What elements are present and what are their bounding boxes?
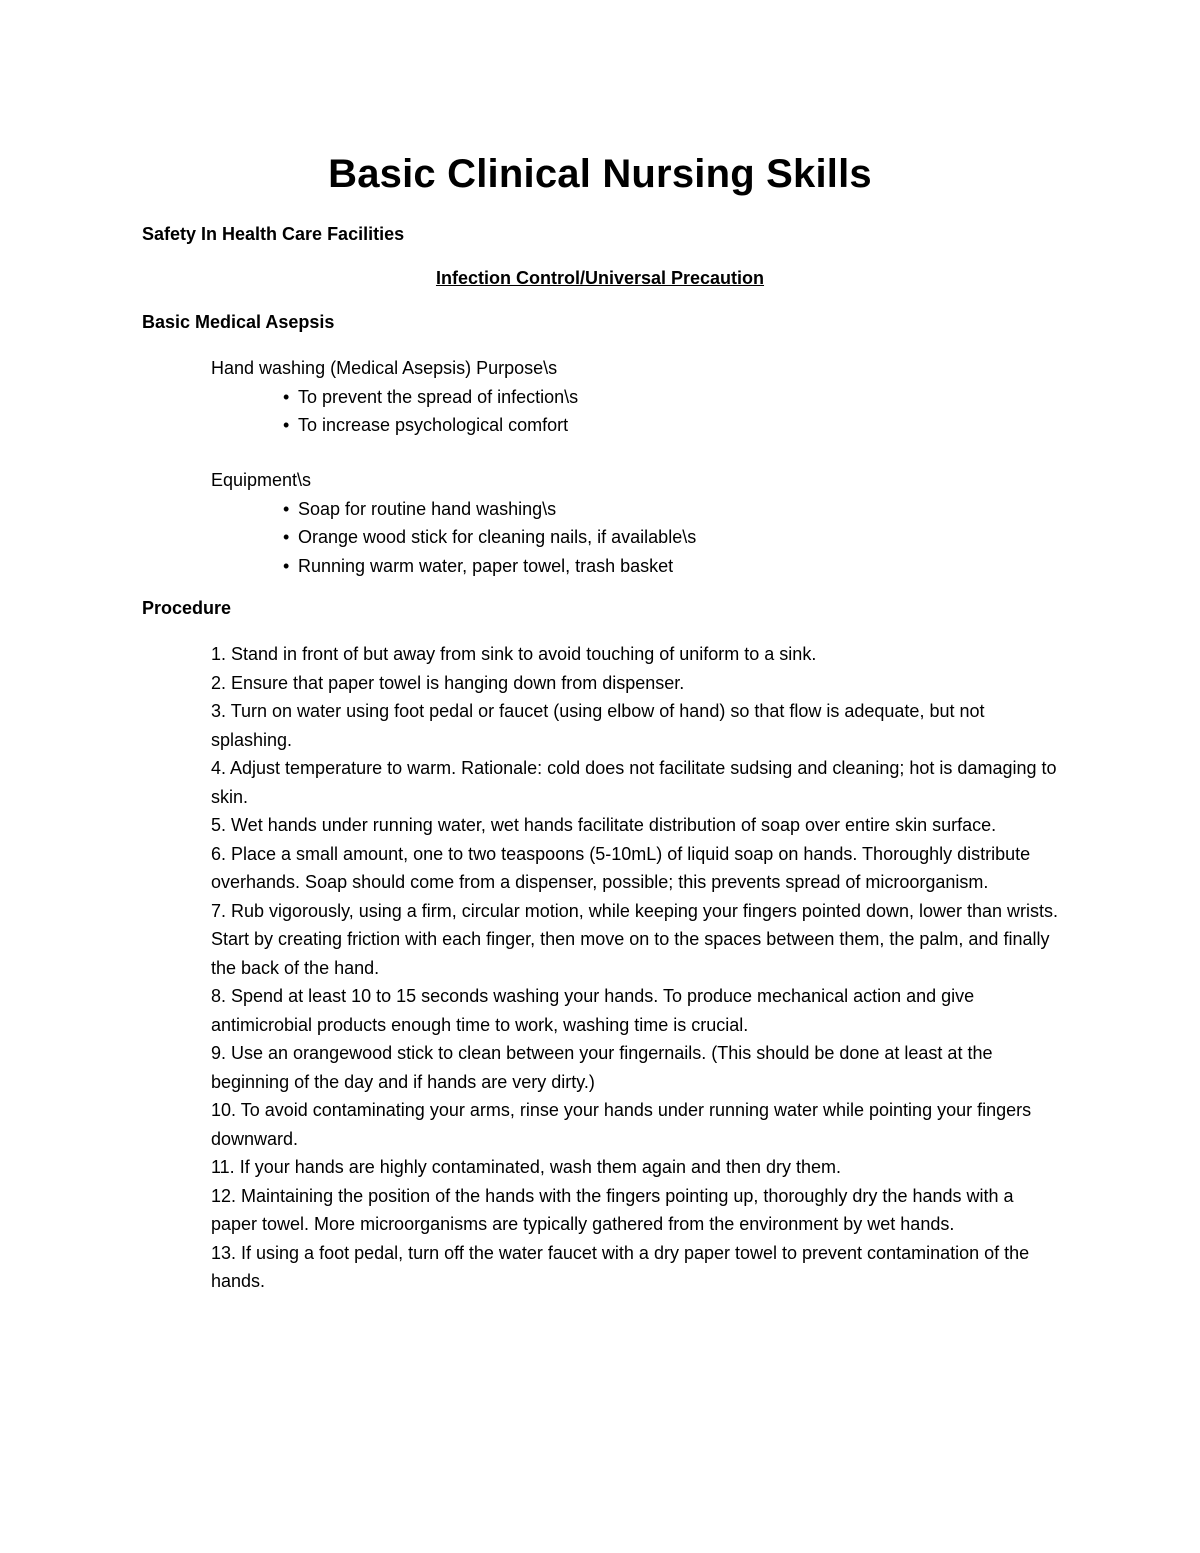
- equipment-item-text: Orange wood stick for cleaning nails, if available\s: [298, 527, 697, 547]
- procedure-step: 5. Wet hands under running water, wet hands facilitate distribution of soap over entire skin surface.: [211, 815, 997, 835]
- procedure-step: 1. Stand in front of but away from sink to avoid touching of uniform to a sink.: [211, 644, 817, 664]
- bullet-icon: •: [283, 386, 290, 407]
- procedure-step: 2. Ensure that paper towel is hanging down from dispenser.: [211, 672, 685, 693]
- topic-heading: Basic Medical Asepsis: [142, 312, 335, 332]
- equipment-label: Equipment\s: [211, 470, 312, 490]
- bullet-icon: •: [283, 527, 290, 547]
- subsection-heading: Infection Control/Universal Precaution: [435, 268, 765, 288]
- equipment-list: [211, 495, 696, 581]
- section-heading: Safety In Health Care Facilities: [142, 224, 405, 244]
- equipment-block: [211, 466, 696, 580]
- procedure-step: 3. Turn on water using foot pedal or faucet (using elbow of hand) so that flow is adequate, but not splashing.: [211, 701, 985, 750]
- list-item: [283, 383, 578, 412]
- list-item: [283, 411, 578, 440]
- procedure-step: 11. If your hands are highly contaminated, wash them again and then dry them.: [211, 1157, 842, 1177]
- procedure-step: 4. Adjust temperature to warm. Rationale: cold does not facilitate sudsing and cleaning; hot is damaging to skin.: [211, 758, 1057, 807]
- bullet-icon: •: [283, 555, 290, 576]
- purpose-label: Hand washing (Medical Asepsis) Purpose\s: [211, 358, 558, 378]
- purpose-item-text: To increase psychological comfort: [298, 415, 569, 435]
- purpose-item-text: To prevent the spread of infection\s: [298, 386, 579, 407]
- procedure-step: 12. Maintaining the position of the hands with the fingers pointing up, thoroughly dry the hands with a paper towel. More microorganisms are typically gathered from the environment by wet hands.: [211, 1185, 1014, 1234]
- procedure-step: 7. Rub vigorously, using a firm, circular motion, while keeping your fingers pointed down, lower than wrists. Start by creating friction with each finger, then move on to the spaces between them, the palm, and finally the back of the hand.: [211, 900, 1059, 978]
- procedure-step: 8. Spend at least 10 to 15 seconds washing your hands. To produce mechanical action and give antimicrobial products enough time to work, washing time is crucial.: [211, 986, 975, 1035]
- equipment-item-text: Soap for routine hand washing\s: [298, 498, 557, 519]
- procedure-step: 13. If using a foot pedal, turn off the water faucet with a dry paper towel to prevent contamination of the hands.: [211, 1242, 1030, 1291]
- equipment-item-text: Running warm water, paper towel, trash basket: [298, 555, 674, 576]
- purpose-block: [211, 354, 578, 440]
- procedure-steps: [211, 640, 1061, 1296]
- list-item: [283, 523, 696, 552]
- procedure-step: 9. Use an orangewood stick to clean between your fingernails. (This should be done at least at the beginning of the day and if hands are very dirty.): [211, 1043, 993, 1092]
- document-title: Basic Clinical Nursing Skills: [328, 152, 872, 196]
- bullet-icon: •: [283, 415, 290, 435]
- list-item: [283, 495, 696, 524]
- bullet-icon: •: [283, 498, 290, 519]
- purpose-list: [211, 383, 578, 440]
- procedure-heading: Procedure: [142, 598, 232, 618]
- list-item: [283, 552, 696, 581]
- procedure-step: 10. To avoid contaminating your arms, rinse your hands under running water while pointing your fingers downward.: [211, 1100, 1032, 1149]
- procedure-step: 6. Place a small amount, one to two teaspoons (5-10mL) of liquid soap on hands. Thoroughly distribute overhands. Soap should come from a dispenser, possible; this prevents spread of microorganism.: [211, 843, 1031, 892]
